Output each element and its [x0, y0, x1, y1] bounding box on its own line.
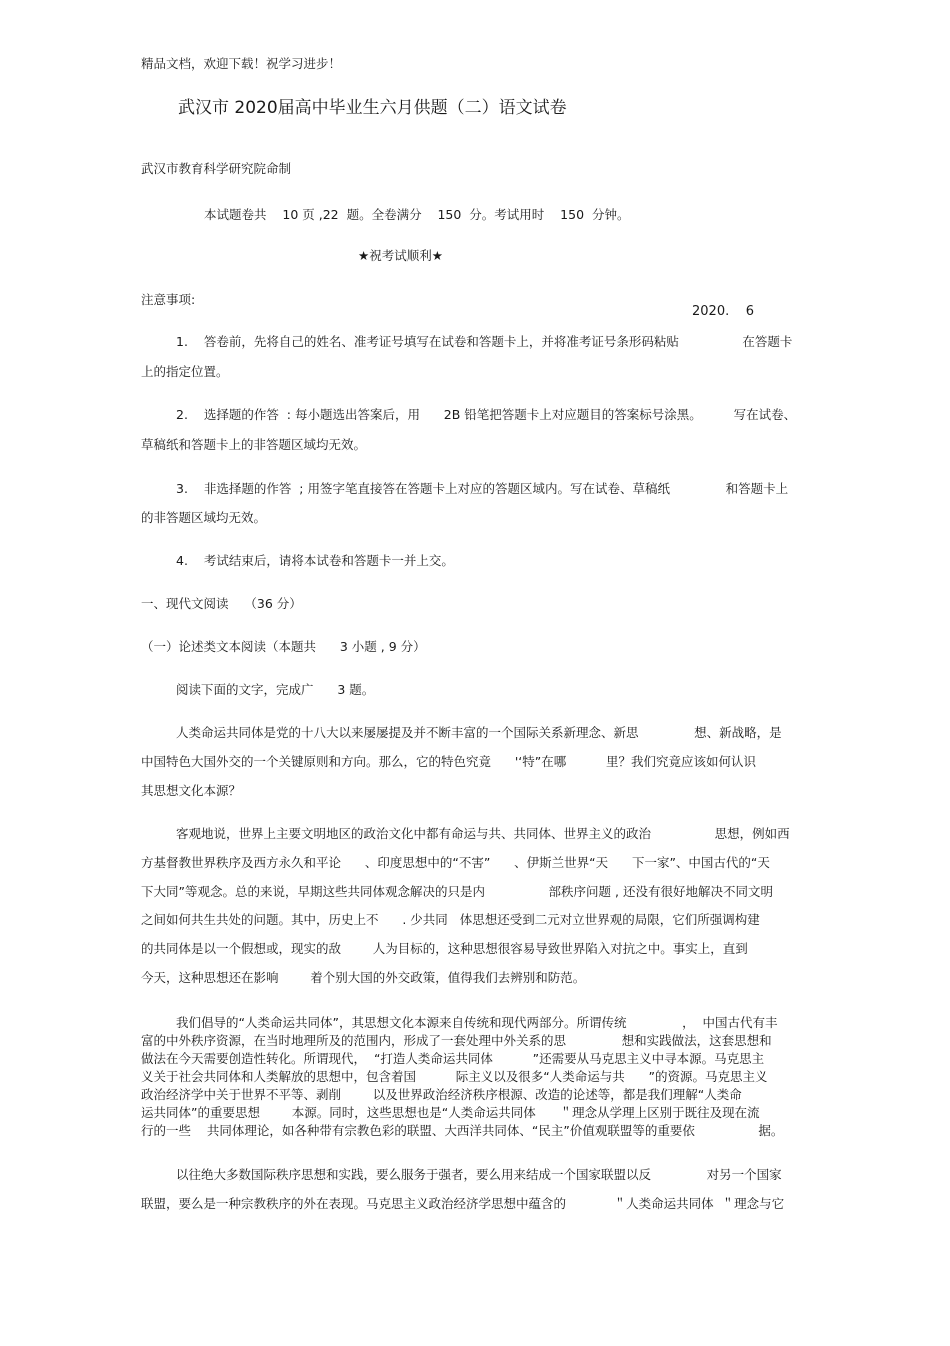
paragraph-line: 客观地说，世界上主要文明地区的政治文化中都有命运与共、共同体、世界主义的政治 思想，例如西: [176, 826, 790, 841]
note-line: 1. 答卷前，先将自己的姓名、准考证号填写在试卷和答题卡上，并将准考证号条形码粘贴 在答题卡: [176, 334, 793, 349]
note-line: 3. 非选择题的作答 ; 用签字笔直接答在答题卡上对应的答题区域内。写在试卷、草稿纸 和答题卡上: [176, 481, 789, 496]
notice-heading: 注意事项:: [141, 292, 196, 307]
paragraph-line: 方基督教世界秩序及西方永久和平论 、印度思想中的“不害” 、伊斯兰世界“天 下一家”、中国古代的“天: [141, 855, 770, 870]
note-line: 上的指定位置。: [141, 364, 229, 379]
paragraph-line: 中国特色大国外交的一个关键原则和方向。那么，它的特色究竟 '‘特”在哪 里？我们究竟应该如何认识: [141, 754, 756, 769]
reading-instruction: 阅读下面的文字，完成广 3 题。: [176, 682, 375, 697]
paragraph-line: 行的一些 共同体理论，如各种带有宗教色彩的联盟、大西洋共同体、“民主”价值观联盟等的重要依 据。: [141, 1123, 784, 1138]
paragraph-line: 富的中外秩序资源，在当时地理所及的范围内，形成了一套处理中外关系的思 想和实践做法，这套思想和: [141, 1033, 772, 1048]
wish-line: ★祝考试顺利★: [358, 248, 443, 263]
paragraph-line: 的共同体是以一个假想或，现实的敌 人为目标的，这种思想很容易导致世界陷入对抗之中。事实上，直到: [141, 941, 748, 956]
subsection-heading: （一）论述类文本阅读（本题共 3 小题 , 9 分）: [141, 639, 426, 654]
note-line: 草稿纸和答题卡上的非答题区域均无效。: [141, 437, 367, 452]
paper-info: 本试题卷共 10 页 ,22 题。全卷满分 150 分。考试用时 150 分钟。: [204, 207, 630, 222]
paragraph-line: 下大同”等观念。总的来说，早期这些共同体观念解决的只是内 部秩序问题 , 还没有很好地解决不同文明: [141, 884, 773, 899]
author-line: 武汉市教育科学研究院命制: [141, 161, 292, 176]
paragraph-line: 义关于社会共同体和人类解放的思想中，包含着国 际主义以及很多“人类命运与共 ”的资源。马克思主义: [141, 1069, 768, 1084]
paragraph-line: 政治经济学中关于世界不平等、剥削 以及世界政治经济秩序根源、改造的论述等，都是我们理解“人类命: [141, 1087, 742, 1102]
note-line: 4. 考试结束后，请将本试卷和答题卡一并上交。: [176, 553, 454, 568]
paragraph-line: 联盟，要么是一种宗教秩序的外在表现。马克思主义政治经济学思想中蕴含的 ＂人类命运共同体 ＂理念与它: [141, 1196, 785, 1211]
paragraph-line: 以往绝大多数国际秩序思想和实践，要么服务于强者，要么用来结成一个国家联盟以反 对另一个国家: [176, 1167, 782, 1182]
exam-date: 2020. 6: [692, 304, 755, 319]
paragraph-line: 今天，这种思想还在影响 着个别大国的外交政策，值得我们去辨别和防范。: [141, 970, 586, 985]
paragraph-line: 我们倡导的“人类命运共同体”，其思想文化本源来自传统和现代两部分。所谓传统 ， 中国古代有丰: [176, 1015, 778, 1030]
note-line: 的非答题区域均无效。: [141, 510, 267, 525]
section-heading: 一、现代文阅读 （36 分）: [141, 596, 302, 611]
paragraph-line: 运共同体”的重要思想 本源。同时，这些思想也是“人类命运共同体 ＂理念从学理上区别于既往及现在流: [141, 1105, 760, 1120]
paragraph-line: 人类命运共同体是党的十八大以来屡屡提及并不断丰富的一个国际关系新理念、新思 想、新战略，是: [176, 725, 782, 740]
paragraph-line: 之间如何共生共处的问题。其中，历史上不 . 少共同 体思想还受到二元对立世界观的局限，它们所强调构建: [141, 912, 760, 927]
paragraph-line: 其思想文化本源？: [141, 783, 242, 798]
note-line: 2. 选择题的作答 : 每小题选出答案后，用 2B 铅笔把答题卡上对应题目的答案标号涂黑。 写在试卷、: [176, 407, 797, 422]
paragraph-line: 做法在今天需要创造性转化。所谓现代， “打造人类命运共同体 ”还需要从马克思主义中寻本源。马克思主: [141, 1051, 765, 1066]
header-note: 精品文档，欢迎下载！祝学习进步！: [141, 56, 342, 71]
page-title: 武汉市 2020届高中毕业生六月供题（二）语文试卷: [178, 98, 567, 118]
